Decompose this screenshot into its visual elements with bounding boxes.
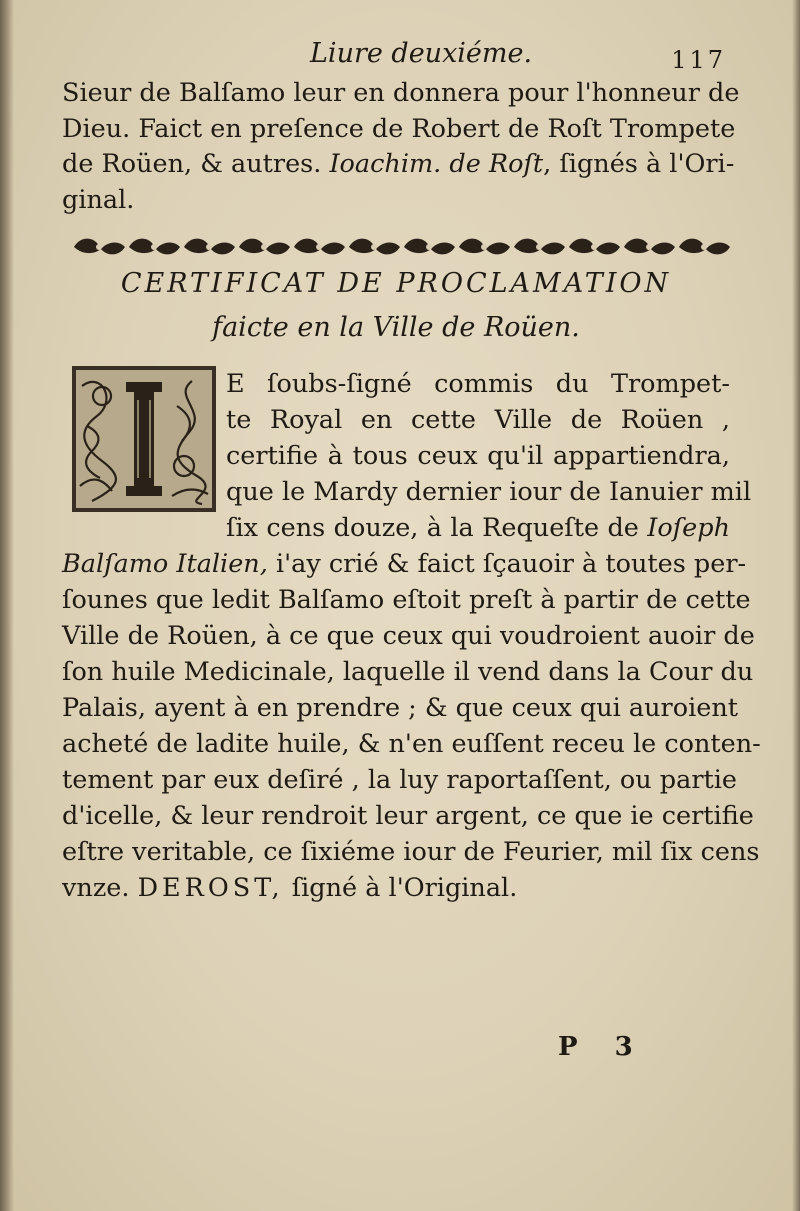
fleuron-dot [96,244,102,250]
text-line [62,147,735,183]
main-paragraph [62,582,761,906]
fleuron-dot [206,244,212,250]
text-line [62,546,747,582]
text-line: te Royal en cette Ville de Roüen , [226,405,730,435]
page-spine-shadow [0,0,14,1211]
indented-paragraph-start [226,366,752,510]
fleuron-dot [371,244,377,250]
italic-name: Ioachim. [329,149,442,179]
text-line [226,510,730,546]
text-line: tement par eux deſiré , la luy raportaſſent, ou partie [62,765,738,795]
fleuron-band-ornament [72,234,732,260]
text-line: ſon huile Medicinale, laquelle il vend dans la Cour du [62,657,754,687]
text-line: Palais, ayent à en prendre ; & que ceux qui auroient [62,693,738,723]
text-segment: ſix cens douze, à la Requeſte de [226,513,639,543]
text-segment: de Roüen, & autres. [62,149,322,179]
text-segment: , ſignés à l'Ori- [543,149,735,179]
page-header [60,36,740,80]
signature-name: DEROST, [137,873,284,903]
text-line: que le Mardy dernier iour de Ianuier mil [226,477,752,507]
text-line: ginal. [62,184,135,215]
text-line: certifie à tous ceux qu'il appartiendra, [226,441,730,471]
text-line: ſounes que ledit Balſamo eſtoit preſt à partir de cette [62,585,751,615]
text-line: acheté de ladite huile, & n'en euſſent receu le conten- [62,729,761,759]
fleuron-dot [481,244,487,250]
signature-mark: P 3 [558,1032,647,1062]
section-heading: CERTIFICAT DE PROCLAMATION [120,268,672,299]
fleuron-dot [591,244,597,250]
fleuron-dot [701,244,707,250]
text-segment: ſigné à l'Original. [291,873,518,903]
text-segment: vnze. [62,873,130,903]
decorated-initial-letter [72,366,216,512]
fleuron-dot [316,244,322,250]
page-number: 117 [671,46,726,74]
page-edge-shadow [792,0,800,1211]
text-line: d'icelle, & leur rendroit leur argent, ce que ie certifie [62,801,754,831]
text-segment: i'ay crié & faict ſçauoir à toutes per- [275,549,747,579]
fleuron-dot [261,244,267,250]
fleuron-dot [426,244,432,250]
fleuron-dot [646,244,652,250]
paragraph-line-5 [226,510,730,546]
text-line [62,870,730,906]
italic-name: Roſt [488,149,544,179]
italic-name: Balſamo Italien, [62,549,268,579]
running-title: Liure deuxiéme. [310,38,533,69]
section-subheading: faicte en la Ville de Roüen. [212,312,580,343]
italic-name: Ioſeph [647,513,730,543]
top-paragraph [62,76,740,218]
text-line: Sieur de Balſamo leur en donnera pour l'honneur de [62,78,740,108]
text-line: Dieu. Faict en preſence de Robert de Roſt Trompete [62,113,736,144]
text-line: E ſoubs-ſigné commis du Trompet- [226,369,730,399]
italic-text: de [449,149,481,179]
text-line: Ville de Roüen, à ce que ceux qui voudroient auoir de [62,621,755,651]
fleuron-dot [151,244,157,250]
fleuron-dot [536,244,542,250]
text-line: eſtre veritable, ce ſixiéme iour de Feurier, mil ſix cens [62,837,760,867]
paragraph-line-6 [62,546,747,582]
